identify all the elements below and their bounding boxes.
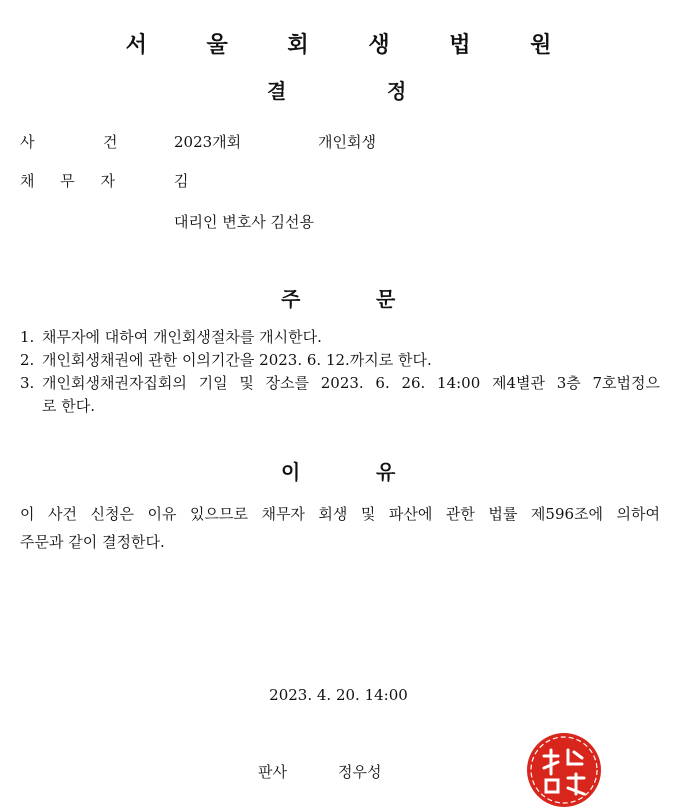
order-item-continuation: [20, 395, 660, 418]
seal-fill: [527, 733, 601, 807]
decision-date: 2023. 4. 20. 14:00: [269, 686, 408, 704]
order-heading-char-2: 문: [376, 287, 396, 311]
reason-heading-char-1: 이: [281, 460, 301, 484]
judge-title: 판사: [258, 763, 287, 781]
reason-text: [20, 500, 660, 556]
order-item-number: 1.: [20, 328, 35, 346]
case-number: 2023개회: [174, 133, 242, 151]
debtor-label-char-1: 채: [20, 172, 35, 190]
order-item-text: 개인회생채권에 관한 이의기간을 2023. 6. 12.까지로 한다.: [42, 351, 432, 369]
order-item-text: 채무자에 대하여 개인회생절차를 개시한다.: [42, 328, 322, 346]
order-item-number: 2.: [20, 351, 35, 369]
order-item-text-line-1: 개인회생채권자집회의 기일 및 장소를 2023. 6. 26. 14:00 제4별관 3층 7호법정으: [42, 374, 660, 392]
case-label-char-2: 건: [103, 133, 118, 151]
court-name: 서 울 회 생 법 원: [125, 33, 578, 58]
case-type: 개인회생: [318, 133, 376, 151]
judge-seal: [524, 730, 604, 810]
order-item: [20, 349, 660, 372]
debtor-label-char-2: 무: [60, 172, 75, 190]
judge-name: 정우성: [338, 763, 382, 781]
order-item-text-line-2: 로 한다.: [42, 397, 96, 415]
debtor-label: [20, 170, 115, 191]
order-item-number: 3.: [20, 374, 35, 392]
reason-heading-char-2: 유: [376, 460, 396, 484]
order-heading-char-1: 주: [281, 287, 301, 311]
debtor-label-char-3: 자: [100, 172, 115, 190]
doc-type-char-1: 결: [267, 79, 287, 103]
debtor-name: 김: [174, 172, 189, 190]
doc-type-char-2: 정: [387, 79, 407, 103]
debtor-agent: 대리인 변호사 김선용: [174, 213, 314, 231]
order-item: [20, 326, 660, 349]
case-label-char-1: 사: [20, 133, 35, 151]
reason-line-1: 이 사건 신청은 이유 있으므로 채무자 회생 및 파산에 관한 법률 제596조에 의하여: [20, 505, 660, 523]
reason-line-2: 주문과 같이 결정한다.: [20, 533, 165, 551]
order-item: [20, 372, 660, 395]
order-list: [20, 326, 660, 418]
